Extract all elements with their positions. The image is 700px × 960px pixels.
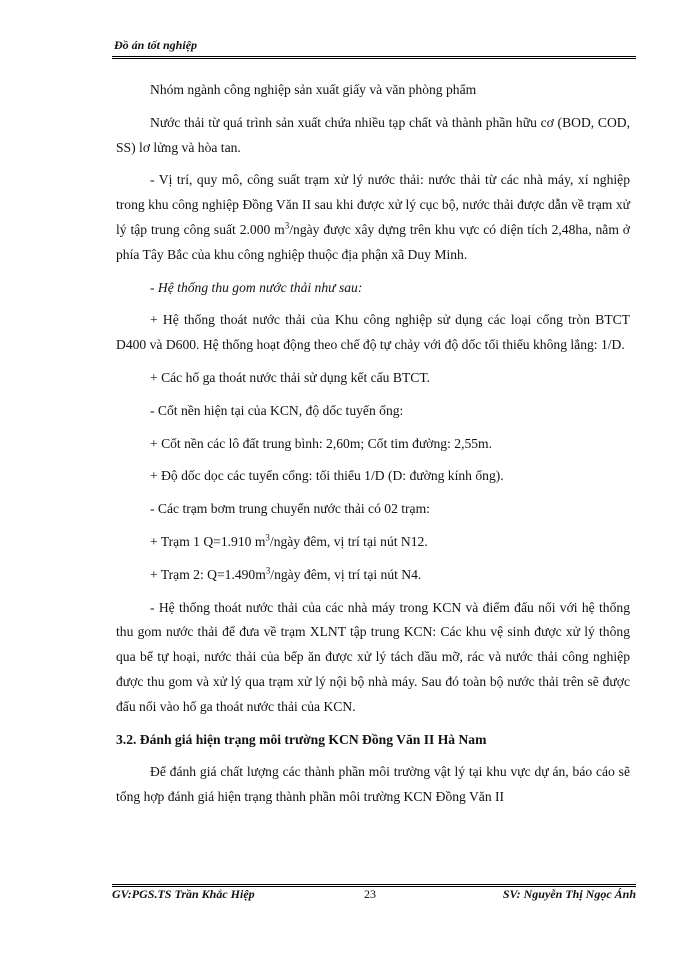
paragraph <box>116 563 630 588</box>
paragraph-text: - Vị trí, quy mô, công suất trạm xử lý nước thải: nước thải từ các nhà máy, xí nghiệp trong khu công nghiệp Đồng Văn II sau khi được xử lý cục bộ, nước thải được dẫn về trạm xử lý tập trung công suất 2.000 m <box>116 172 630 237</box>
paragraph-text: /ngày đêm, vị trí tại nút N12. <box>269 533 428 549</box>
paragraph <box>116 168 630 267</box>
footer-advisor: GV:PGS.TS Trần Khắc Hiệp <box>112 887 255 901</box>
paragraph <box>116 530 630 555</box>
superscript: 3 <box>265 565 271 576</box>
document-body <box>116 78 630 818</box>
paragraph: Nước thải từ quá trình sản xuất chứa nhiều tạp chất và thành phần hữu cơ (BOD, COD, SS) lơ lửng và hòa tan. <box>116 114 630 155</box>
paragraph-text: /ngày được xây dựng trên khu vực có diện tích 2,48ha, nằm ở phía Tây Bắc của khu công nghiệp thuộc địa phận xã Duy Minh. <box>116 221 630 262</box>
section-heading: 3.2. Đánh giá hiện trạng môi trường KCN Đồng Văn II Hà Nam <box>116 731 487 747</box>
page-header-title: Đồ án tốt nghiệp <box>114 38 198 52</box>
footer-student: SV: Nguyễn Thị Ngọc Ánh <box>502 887 636 901</box>
paragraph-italic: - Hệ thống thu gom nước thải như sau: <box>150 279 363 295</box>
paragraph-text: + Trạm 1 Q=1.910 m <box>150 533 266 549</box>
paragraph: Để đánh giá chất lượng các thành phần môi trường vật lý tại khu vực dự án, báo cáo sẽ tổng hợp đánh giá hiện trạng thành phần môi trường KCN Đồng Văn II <box>116 764 630 805</box>
superscript: 3 <box>265 532 270 543</box>
paragraph-text: + Trạm 2: Q=1.490m <box>150 566 266 582</box>
page-number: 23 <box>364 887 376 901</box>
paragraph: - Cốt nền hiện tại của KCN, độ dốc tuyến ống: <box>150 402 404 418</box>
paragraph: + Hệ thống thoát nước thải của Khu công nghiệp sử dụng các loại cống tròn BTCT D400 và D600. Hệ thống hoạt động theo chế độ tự chảy với độ dốc tối thiểu không lắng: 1/D. <box>116 312 630 353</box>
superscript: 3 <box>284 220 290 231</box>
paragraph: + Cốt nền các lô đất trung bình: 2,60m; Cốt tim đường: 2,55m. <box>150 435 493 451</box>
page-footer <box>112 887 636 905</box>
paragraph: + Độ dốc dọc các tuyến cống: tối thiểu 1/D (D: đường kính ống). <box>150 468 504 484</box>
paragraph: + Các hố ga thoát nước thải sử dụng kết cấu BTCT. <box>150 369 431 385</box>
paragraph: - Hệ thống thoát nước thải của các nhà máy trong KCN và điểm đấu nối với hệ thống thu gom nước thải để đưa về trạm XLNT tập trung KCN: Các khu vệ sinh được xử lý thông qua bể tự hoại, nước thải của bếp ăn được xử lý tách dầu mỡ, rác và nước thải công nghiệp được thu gom và xử lý qua trạm xử lý nội bộ nhà máy. Sau đó toàn bộ nước thải trên sẽ được đấu nối vào hố ga thoát nước thải của KCN. <box>116 599 630 714</box>
paragraph: Nhóm ngành công nghiệp sản xuất giấy và văn phòng phẩm <box>150 82 477 97</box>
paragraph: - Các trạm bơm trung chuyển nước thải có 02 trạm: <box>150 501 430 517</box>
header-divider <box>112 56 636 59</box>
paragraph-text: /ngày đêm, vị trí tại nút N4. <box>270 566 422 582</box>
